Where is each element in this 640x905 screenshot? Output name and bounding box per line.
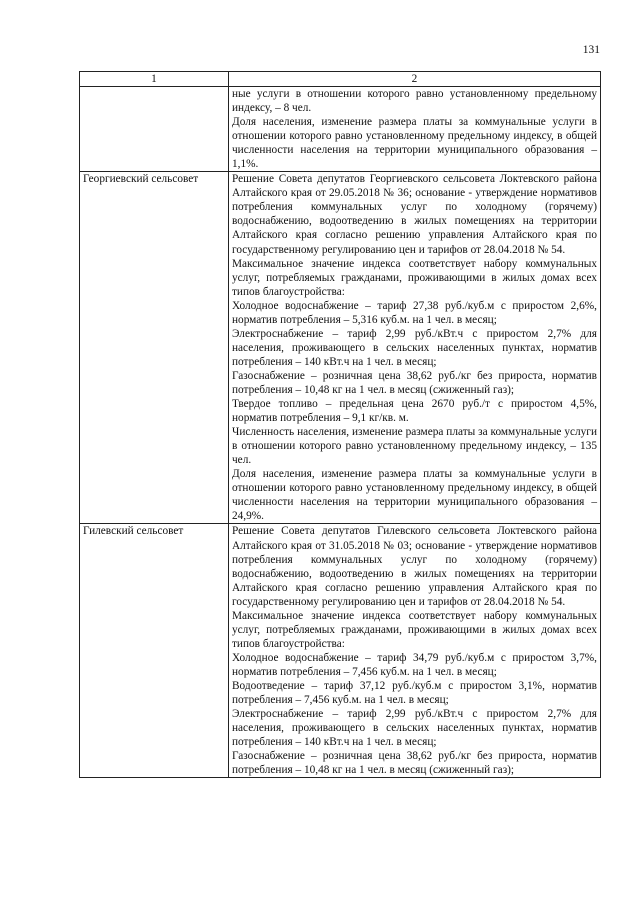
municipality-name-cell: Георгиевский сельсовет (80, 172, 229, 524)
table-row (80, 87, 601, 172)
paragraph: Численность населения, изменение размера платы за коммунальные услуги в отношении которого равно установленному предельному индексу, – 135 чел. (232, 426, 597, 467)
paragraph: Электроснабжение – тариф 2,99 руб./кВт.ч с приростом 2,7% для населения, проживающего в сельских населенных пунктах, норматив потребления – 140 кВт.ч на 1 чел. в месяц; (232, 708, 597, 749)
column-header-1: 1 (80, 72, 229, 87)
paragraph: Максимальное значение индекса соответствует набору коммунальных услуг, потребляемых гражданами, проживающими в жилых домах всех типов благоустройства: (232, 609, 597, 650)
municipal-utilities-table (79, 71, 601, 778)
paragraph: Решение Совета депутатов Георгиевского сельсовета Локтевского района Алтайского края от 29.05.2018 № 36; основание - утверждение нормативов потребления коммунальных услуг по холодному (горячему) водоснабжению, водоотведению в жилых помещениях на территории Алтайского края согласно решению управления Алтайского края по государственному регулированию цен и тарифов от 28.04.2018 № 54. (232, 173, 597, 256)
paragraph: Твердое топливо – предельная цена 2670 руб./т с приростом 4,5%, норматив потребления – 9,1 кг/кв. м. (232, 398, 597, 425)
table-header-row (80, 72, 601, 87)
description-cell (229, 172, 601, 524)
paragraph: Решение Совета депутатов Гилевского сельсовета Локтевского района Алтайского края от 31.05.2018 № 03; основание - утверждение нормативов потребления коммунальных услуг по холодному (горячему) водоснабжению, водоотведению в жилых помещениях на территории Алтайского края согласно решению управления Алтайского края по государственному регулированию цен и тарифов от 28.04.2018 № 54. (232, 525, 597, 608)
page-number: 131 (582, 44, 600, 56)
table-row (80, 524, 601, 778)
paragraph: Доля населения, изменение размера платы за коммунальные услуги в отношении которого равно установленному предельному индексу, в общей численности населения на территории муниципального образования – 24,9%. (232, 468, 597, 523)
paragraph: Водоотведение – тариф 37,12 руб./куб.м с приростом 3,1%, норматив потребления – 7,456 куб.м. на 1 чел. в месяц; (232, 679, 597, 707)
description-cell (229, 524, 601, 778)
paragraph: Газоснабжение – розничная цена 38,62 руб./кг без прироста, норматив потребления – 10,48 кг на 1 чел. в месяц (сжиженный газ); (232, 369, 597, 396)
municipality-name-cell: Гилевский сельсовет (80, 524, 229, 778)
table-row (80, 172, 601, 524)
paragraph: Электроснабжение – тариф 2,99 руб./кВт.ч с приростом 2,7% для населения, проживающего в сельских населенных пунктах, норматив потребления – 140 кВт.ч на 1 чел. в месяц; (232, 327, 597, 368)
municipality-name-cell (80, 87, 229, 172)
paragraph: Холодное водоснабжение – тариф 27,38 руб./куб.м с приростом 2,6%, норматив потребления – 5,316 куб.м. на 1 чел. в месяц; (232, 299, 597, 326)
paragraph: Доля населения, изменение размера платы за коммунальные услуги в отношении которого равно установленному предельному индексу, в общей численности населения на территории муниципального образования – 1,1%. (232, 116, 597, 171)
paragraph: Максимальное значение индекса соответствует набору коммунальных услуг, потребляемых гражданами, проживающими в жилых домах всех типов благоустройства: (232, 257, 597, 298)
description-cell (229, 87, 601, 172)
paragraph: ные услуги в отношении которого равно установленному предельному индексу, – 8 чел. (232, 88, 597, 115)
paragraph: Холодное водоснабжение – тариф 34,79 руб./куб.м с приростом 3,7%, норматив потребления – 7,456 куб.м. на 1 чел. в месяц; (232, 651, 597, 678)
column-header-2: 2 (229, 72, 601, 87)
paragraph: Газоснабжение – розничная цена 38,62 руб./кг без прироста, норматив потребления – 10,48 кг на 1 чел. в месяц (сжиженный газ); (232, 750, 597, 777)
